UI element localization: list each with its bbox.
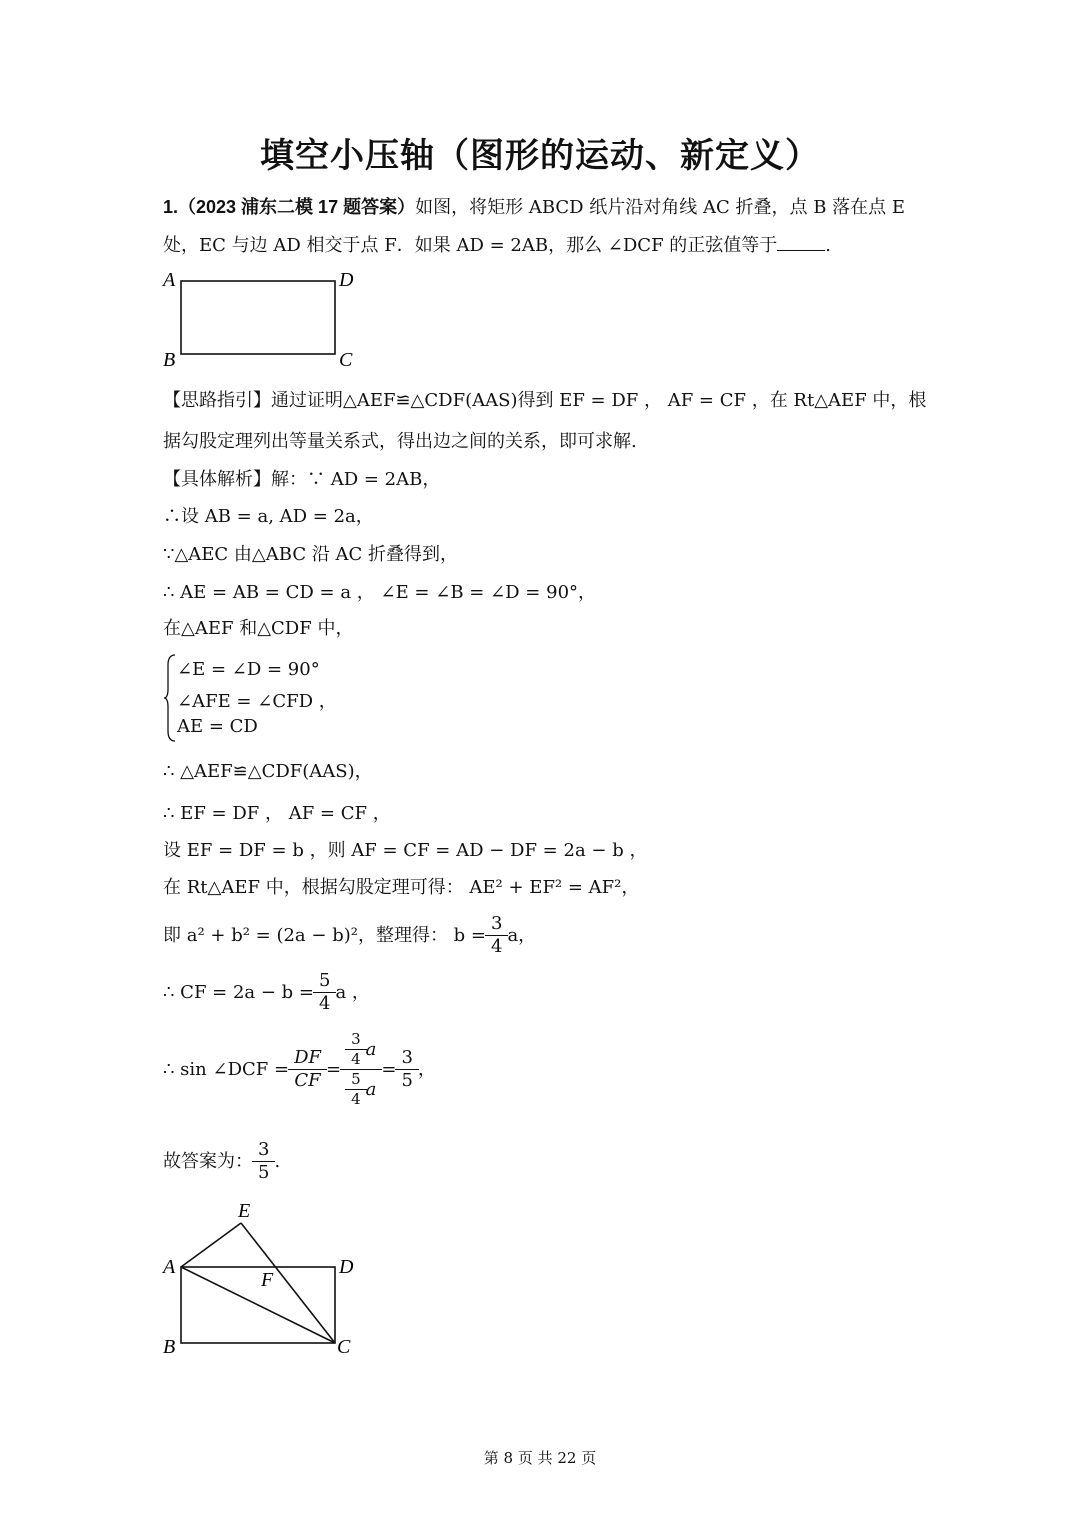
solution-line-4: ∴ AE = AB = CD = a ， ∠E = ∠B = ∠D = 90°， — [163, 582, 597, 603]
figure-folded-rectangle — [155, 1195, 385, 1360]
solution-line-12 — [163, 1032, 436, 1107]
hint-line-2: 据勾股定理列出等量关系式，得出边之间的关系，即可求解. — [163, 431, 637, 452]
solution-line-13 — [163, 1141, 280, 1182]
fig2-label-b: B — [163, 1336, 176, 1358]
fraction-5-4 — [316, 972, 333, 1013]
question-line-2: 处，EC 与边 AD 相交于点 F．如果 AD = 2AB，那么 ∠DCF 的正弦值等于 . — [163, 235, 832, 256]
rectangle-abcd — [181, 281, 335, 354]
hint-line-1: 【思路指引】通过证明△AEF≌△CDF(AAS)得到 EF = DF ， AF = CF ，在 Rt△AEF 中，根 — [163, 390, 927, 411]
fraction-numerator: 3 — [258, 1139, 270, 1160]
question-number: 1. — [163, 197, 179, 217]
compound-numerator — [343, 1032, 379, 1069]
solution-line-3: ∵△AEC 由△ABC 沿 AC 折叠得到， — [163, 544, 459, 565]
solution-line-8: 设 EF = DF = b ，则 AF = CF = AD − DF = 2a − b ， — [163, 840, 648, 861]
fraction-numerator: 3 — [491, 913, 503, 934]
question-text-2: 处，EC 与边 AD 相交于点 F．如果 AD = 2AB，那么 ∠DCF 的正弦值等于 — [163, 235, 778, 256]
final-answer-text: 故答案为： — [163, 1150, 253, 1172]
solution-line-11 — [163, 972, 370, 1013]
compound-denominator — [340, 1069, 382, 1107]
fraction-3-5 — [398, 1049, 415, 1090]
solution-line-10 — [163, 915, 536, 956]
fig1-label-a: A — [163, 269, 176, 291]
fraction-numerator: 5 — [351, 1070, 361, 1088]
question-text-1: 如图，将矩形 ABCD 纸片沿对角线 AC 折叠，点 B 落在点 E — [415, 197, 906, 218]
fig1-label-b: B — [163, 349, 176, 371]
solution-line-7: ∴ EF = DF ， AF = CF ， — [163, 803, 391, 824]
diagonal-ac — [181, 1267, 335, 1343]
solution-line-1: 【具体解析】解：∵ AD = 2AB， — [163, 469, 441, 490]
segment-ec — [241, 1223, 335, 1343]
system-row-1: ∠E = ∠D = 90° — [177, 659, 320, 680]
fraction-denominator: 4 — [345, 1049, 367, 1067]
equals-sign: = — [381, 1058, 397, 1080]
fraction-3-4-small — [348, 1032, 364, 1067]
variable-a: a — [365, 1078, 377, 1100]
solution-11-text: ∴ CF = 2a − b = — [163, 981, 314, 1003]
fraction-numerator: 3 — [351, 1030, 361, 1048]
fraction-numerator: 3 — [401, 1047, 413, 1068]
fraction-denominator: 4 — [313, 992, 336, 1013]
solution-11-tail: a ， — [335, 981, 370, 1003]
fraction-df-cf — [291, 1049, 324, 1090]
solution-line-5: 在△AEF 和△CDF 中， — [163, 618, 354, 639]
fig1-label-c: C — [339, 349, 353, 371]
fig2-label-e: E — [238, 1200, 251, 1222]
answer-blank — [777, 236, 825, 251]
fig2-label-f: F — [261, 1269, 274, 1291]
solution-line-2: ∴设 AB = a, AD = 2a， — [163, 506, 374, 527]
left-brace — [163, 653, 177, 743]
system-row-3: AE = CD — [177, 716, 258, 737]
fraction-3-4 — [488, 915, 505, 956]
page-title: 填空小压轴（图形的运动、新定义） — [260, 136, 820, 176]
equals-sign: = — [325, 1058, 342, 1080]
fig2-label-a: A — [163, 1256, 176, 1278]
figure-rectangle — [155, 262, 375, 374]
compound-fraction — [343, 1032, 379, 1107]
fraction-denominator: 4 — [345, 1089, 367, 1107]
fraction-numerator: 5 — [319, 970, 331, 991]
final-answer-tail: . — [274, 1150, 281, 1172]
segment-ae — [181, 1223, 241, 1267]
question-source: （2023 浦东二模 17 题答案） — [178, 197, 416, 217]
fraction-numerator: DF — [294, 1047, 321, 1068]
system-row-2: ∠AFE = ∠CFD ， — [177, 691, 337, 712]
variable-a: a — [365, 1038, 377, 1060]
solution-10-text: 即 a² + b² = (2a − b)²，整理得： b = — [163, 924, 486, 946]
fraction-denominator: CF — [288, 1069, 327, 1090]
fig1-label-d: D — [339, 269, 354, 291]
equation-system — [163, 653, 363, 743]
fraction-denominator: 5 — [395, 1069, 418, 1090]
solution-12-tail: ， — [417, 1058, 436, 1080]
solution-line-9: 在 Rt△AEF 中，根据勾股定理可得： AE² + EF² = AF²， — [163, 877, 640, 898]
fraction-5-4-small — [348, 1072, 364, 1107]
fraction-denominator: 4 — [485, 935, 508, 956]
question-line-1 — [163, 198, 905, 217]
solution-12-text: ∴ sin ∠DCF = — [163, 1058, 290, 1080]
fig2-label-d: D — [339, 1256, 354, 1278]
final-fraction-3-5 — [255, 1141, 272, 1182]
solution-line-6: ∴ △AEF≌△CDF(AAS)， — [163, 761, 373, 782]
fraction-denominator: 5 — [252, 1161, 275, 1182]
solution-10-tail: a， — [507, 924, 537, 946]
page-footer: 第 8 页 共 22 页 — [483, 1449, 597, 1467]
fig2-label-c: C — [337, 1336, 351, 1358]
